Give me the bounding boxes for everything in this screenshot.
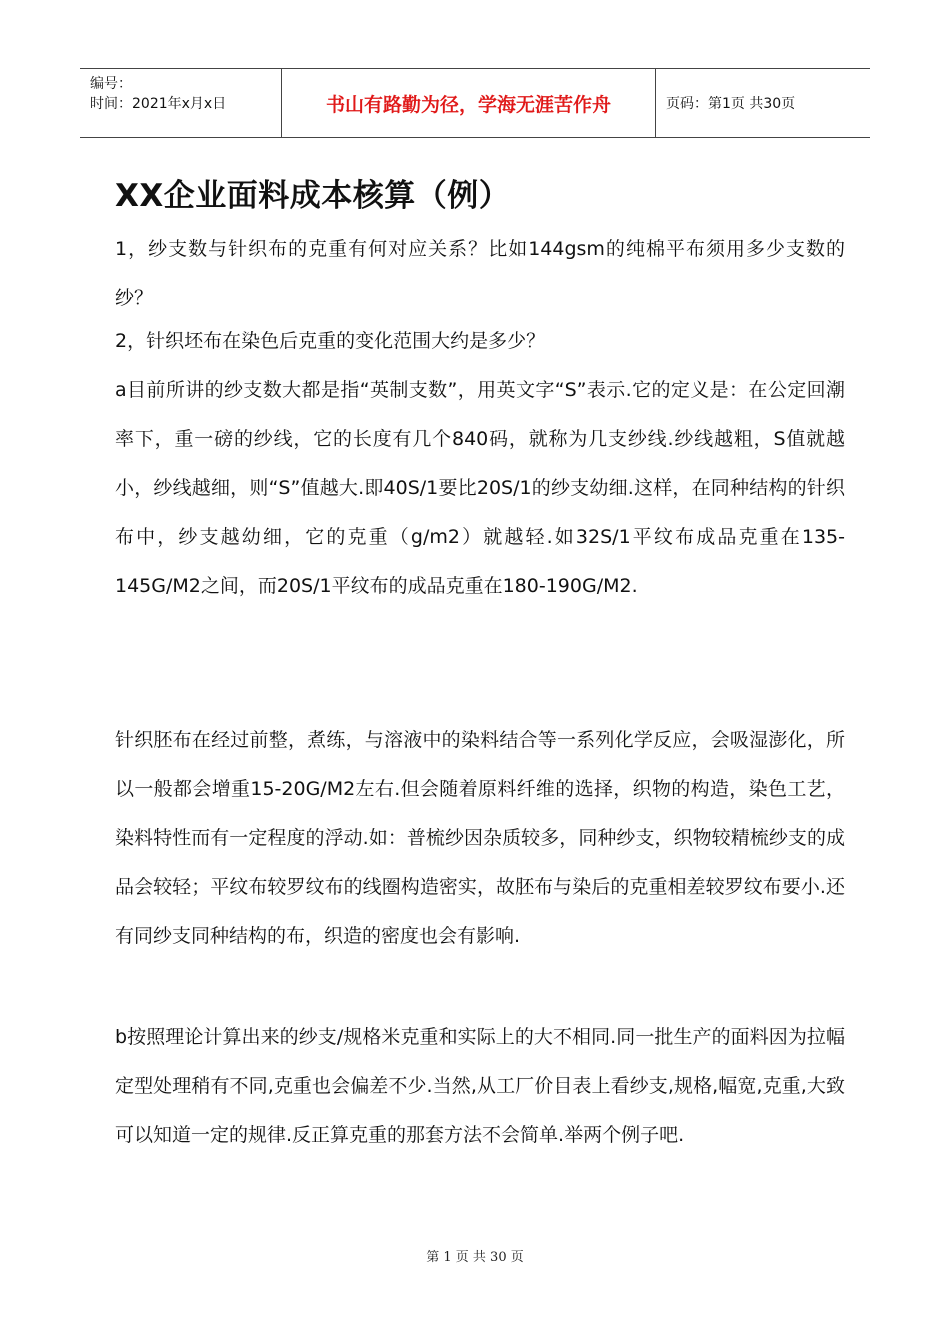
paragraph-answer-a: a目前所讲的纱支数大都是指“英制支数”，用英文字“S”表示.它的定义是：在公定回潮率下，重一磅的纱线，它的长度有几个840码，就称为几支纱线.纱线越粗，S值就越小，纱线越细，则“S”值越大.即40S/1要比20S/1的纱支幼细.这样，在同种结构的针织布中，纱支越幼细，它的克重（g/m2）就越轻.如32S/1平纹布成品克重在135-145G/M2之间，而20S/1平纹布的成品克重在180-190G/M2. (115, 379, 845, 597)
document-title: XX企业面料成本核算（例） (115, 178, 511, 214)
header-table (80, 68, 870, 138)
paragraph-dyeing: 针织胚布在经过前整，煮练，与溶液中的染料结合等一系列化学反应，会吸湿澎化，所以一般都会增重15-20G/M2左右.但会随着原料纤维的选择，织物的构造，染色工艺，染料特性而有一定程度的浮动.如：普梳纱因杂质较多，同种纱支，织物较精梳纱支的成品会较轻；平纹布较罗纹布的线圈构造密实，故胚布与染后的克重相差较罗纹布要小.还有同纱支同种结构的布，织造的密度也会有影响. (115, 729, 845, 947)
header-motto: 书山有路勤为径，学海无涯苦作舟 (282, 69, 656, 137)
number-label: 编号： (90, 76, 132, 92)
paragraph-question-2: 2，针织坯布在染色后克重的变化范围大约是多少？ (115, 330, 546, 352)
header-meta-cell (80, 69, 282, 137)
page-footer: 第 1 页 共 30 页 (426, 1250, 524, 1265)
paragraph-question-1: 1，纱支数与针织布的克重有何对应关系？比如144gsm的纯棉平布须用多少支数的纱？ (115, 238, 845, 309)
header-page-info: 页码：第1页 共30页 (666, 96, 796, 112)
paragraph-answer-b: b按照理论计算出来的纱支/规格米克重和实际上的大不相同.同一批生产的面料因为拉幅定型处理稍有不同,克重也会偏差不少.当然,从工厂价目表上看纱支,规格,幅宽,克重,大致可以知道一定的规律.反正算克重的那套方法不会简单.举两个例子吧. (115, 1026, 845, 1146)
time-label: 时间：2021年x月x日 (90, 96, 227, 112)
